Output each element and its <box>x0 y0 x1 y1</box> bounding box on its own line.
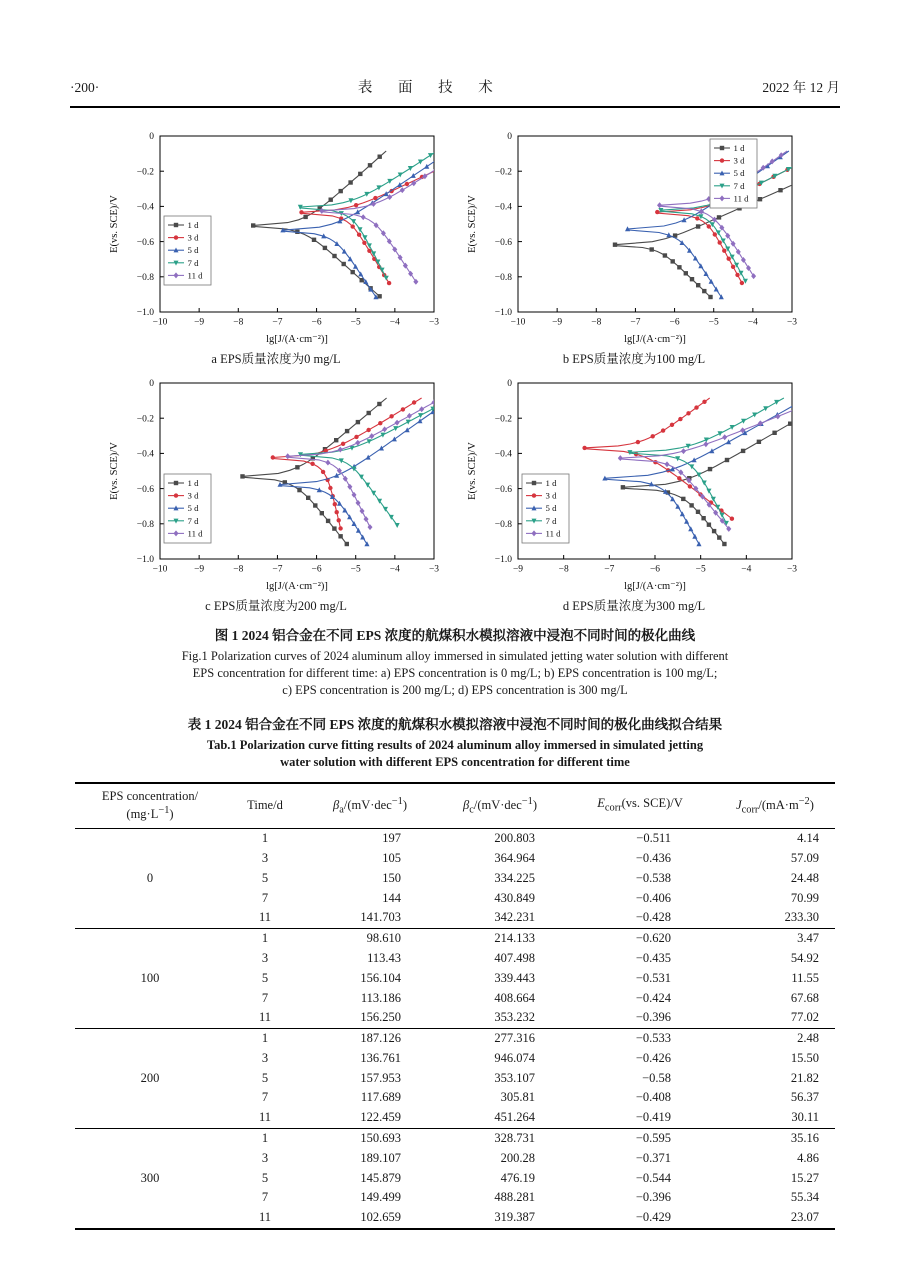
series-group <box>240 398 448 546</box>
svg-text:−9: −9 <box>194 564 205 575</box>
col-header-beta-c: $\beta_c/(mV\cdot dec^{-1})$ <box>462 795 537 816</box>
axes <box>467 379 797 592</box>
table-cell: 57.09 <box>790 851 819 866</box>
table-cell: 11.55 <box>791 970 819 985</box>
table-cell: −0.436 <box>635 851 671 866</box>
table-cell: 3.47 <box>797 931 819 946</box>
table-cell: 5 <box>261 1170 269 1185</box>
svg-text:5 d: 5 d <box>187 245 199 256</box>
series-7d <box>627 398 784 526</box>
table-cell: 4.14 <box>797 831 819 846</box>
eps-group-200 <box>75 1028 835 1128</box>
svg-text:5 d: 5 d <box>187 503 199 514</box>
svg-text:1 d: 1 d <box>187 478 199 488</box>
svg-text:11 d: 11 d <box>733 193 749 204</box>
table-cell: 156.104 <box>360 970 401 985</box>
svg-text:−0.4: −0.4 <box>136 202 154 213</box>
table-cell: 7 <box>261 1190 269 1205</box>
chart-d-caption: d EPS质量浓度为300 mg/L <box>562 599 706 613</box>
svg-text:3 d: 3 d <box>187 232 199 243</box>
table-cell: 305.81 <box>500 1090 535 1105</box>
svg-text:−4: −4 <box>747 317 758 328</box>
table-cell: 156.250 <box>360 1010 401 1025</box>
page-number: ·200· <box>70 80 100 95</box>
svg-text:−3: −3 <box>786 564 798 575</box>
series-3d <box>299 151 448 285</box>
table-cell: 3 <box>261 950 269 965</box>
table-cell: 56.37 <box>790 1090 819 1105</box>
chart-cell-a <box>104 126 448 367</box>
series-1d <box>240 398 386 546</box>
table-cell: 197 <box>382 831 401 846</box>
table-cell: −0.419 <box>635 1110 671 1125</box>
table-cell: 113.186 <box>360 990 401 1005</box>
table-cell: 136.761 <box>360 1050 401 1065</box>
table-cell: 200.803 <box>494 831 535 846</box>
table-cell: 70.99 <box>790 890 819 905</box>
y-axis-label: E(vs. SCE)/V <box>467 195 478 253</box>
svg-text:−9: −9 <box>512 564 524 575</box>
table-cell: 339.443 <box>494 970 535 985</box>
table-cell: 141.703 <box>360 910 401 925</box>
col-header-ecorr: $E_{corr}(vs$. SCE)/V <box>597 796 683 814</box>
svg-text:−0.2: −0.2 <box>494 167 512 178</box>
series-7d <box>298 151 437 281</box>
svg-text:−5: −5 <box>695 564 706 575</box>
x-axis-label: lg[J/(A·cm⁻²)] <box>266 334 328 345</box>
table-cell: −0.533 <box>635 1031 671 1046</box>
svg-text:11 d: 11 d <box>187 270 203 281</box>
svg-text:3 d: 3 d <box>187 490 199 501</box>
table-cell: 149.499 <box>360 1190 401 1205</box>
svg-text:−9: −9 <box>194 317 205 328</box>
table-cell: 407.498 <box>494 950 535 965</box>
table-cell: 214.133 <box>494 931 535 946</box>
svg-text:5 d: 5 d <box>545 503 557 514</box>
table-cell: −0.396 <box>635 1010 671 1025</box>
table-cell: 3 <box>261 1150 269 1165</box>
table-cell: 408.664 <box>494 990 535 1005</box>
table-cell: 15.27 <box>790 1170 819 1185</box>
svg-text:−6: −6 <box>311 317 322 328</box>
series-group <box>613 151 806 299</box>
legend <box>164 216 211 285</box>
svg-text:−3: −3 <box>428 317 440 328</box>
series-5d <box>278 406 442 546</box>
svg-text:−0.2: −0.2 <box>494 414 512 425</box>
svg-text:0: 0 <box>149 132 154 143</box>
table-cell: 11 <box>258 1210 272 1225</box>
x-axis-label: lg[J/(A·cm⁻²)] <box>624 581 686 592</box>
table-cell: −0.406 <box>635 890 671 905</box>
table-cell: 7 <box>261 1090 269 1105</box>
chart-cell-b <box>462 126 806 367</box>
table-cell: 233.30 <box>784 910 819 925</box>
chart-b-caption: b EPS质量浓度为100 mg/L <box>562 352 706 366</box>
eps-concentration-cell: 100 <box>140 970 160 985</box>
table-cell: 113.43 <box>367 950 401 965</box>
table-cell: −0.371 <box>635 1150 671 1165</box>
svg-text:11 d: 11 d <box>187 528 203 539</box>
table-cell: 3 <box>261 1050 269 1065</box>
svg-text:0: 0 <box>507 132 512 143</box>
table-cell: −0.396 <box>635 1190 671 1205</box>
col-header-beta-a: $\beta_a/(mV\cdot dec^{-1})$ <box>332 795 407 816</box>
svg-text:−0.6: −0.6 <box>494 484 512 495</box>
table-cell: 1 <box>261 1031 269 1046</box>
table-cell: 150 <box>382 870 401 885</box>
eps-group-300 <box>75 1128 835 1228</box>
table-cell: 15.50 <box>790 1050 819 1065</box>
svg-text:5 d: 5 d <box>733 168 745 179</box>
table-cell: 342.231 <box>494 910 535 925</box>
table-row <box>75 928 835 948</box>
col-header-time: Time/d <box>247 797 283 812</box>
table-cell: −0.424 <box>635 990 671 1005</box>
svg-text:−0.8: −0.8 <box>494 520 512 530</box>
series-11d <box>618 398 806 532</box>
svg-text:7 d: 7 d <box>733 180 745 191</box>
chart-c-caption: c EPS质量浓度为200 mg/L <box>205 599 347 613</box>
table-cell: 144 <box>382 890 401 905</box>
svg-text:0: 0 <box>149 379 154 390</box>
table-cell: 476.19 <box>500 1170 535 1185</box>
svg-text:−1.0: −1.0 <box>494 555 512 566</box>
axes <box>109 132 439 345</box>
table-cell: 11 <box>258 1110 272 1125</box>
svg-text:−3: −3 <box>428 564 440 575</box>
table-cell: 5 <box>261 1070 269 1085</box>
svg-text:3 d: 3 d <box>545 490 557 501</box>
table-cell: 364.964 <box>494 851 535 866</box>
series-5d <box>280 152 448 300</box>
svg-text:−0.6: −0.6 <box>494 237 512 248</box>
table-cell: 451.264 <box>494 1110 535 1125</box>
svg-text:−10: −10 <box>510 317 526 328</box>
figure-caption-en-line3: c) EPS concentration is 200 mg/L; d) EPS concentration is 300 mg/L <box>282 683 628 698</box>
issue-date: 2022 年 12 月 <box>762 80 840 95</box>
table-cell: 3 <box>261 851 269 866</box>
svg-text:−8: −8 <box>233 317 244 328</box>
table-cell: 145.879 <box>360 1170 401 1185</box>
svg-text:−10: −10 <box>152 317 168 328</box>
svg-text:−4: −4 <box>389 317 400 328</box>
svg-text:1 d: 1 d <box>187 220 199 230</box>
svg-text:−0.8: −0.8 <box>136 273 154 283</box>
series-group <box>582 398 806 546</box>
svg-text:1 d: 1 d <box>545 478 557 488</box>
table-cell: −0.435 <box>635 950 671 965</box>
svg-text:−8: −8 <box>558 564 569 575</box>
figure-caption-zh: 图 1 2024 铝合金在不同 EPS 浓度的航煤积水模拟溶液中浸泡不同时间的极化曲线 <box>214 628 696 643</box>
table-cell: 117.689 <box>360 1090 401 1105</box>
table-cell: 189.107 <box>360 1150 401 1165</box>
table-cell: 55.34 <box>790 1190 819 1205</box>
svg-text:−6: −6 <box>649 564 661 575</box>
table-cell: 1 <box>261 831 269 846</box>
svg-text:−5: −5 <box>350 317 361 328</box>
table-cell: −0.511 <box>636 831 671 846</box>
figure-1 <box>70 126 840 614</box>
table-cell: 157.953 <box>360 1070 401 1085</box>
polarization-chart-b <box>462 126 806 348</box>
svg-text:1 d: 1 d <box>733 143 745 153</box>
table-caption-en-line1: Tab.1 Polarization curve fitting results of 2024 aluminum alloy immersed in simulated jetting <box>206 738 704 752</box>
series-1d <box>251 151 386 299</box>
svg-text:7 d: 7 d <box>187 257 199 268</box>
table-cell: −0.538 <box>635 870 671 885</box>
y-axis-label: E(vs. SCE)/V <box>109 195 120 253</box>
table-cell: 102.659 <box>360 1210 401 1225</box>
col-header-jcorr: $J_{corr}/(mA\cdot m^{-2})$ <box>736 795 814 816</box>
table-cell: 21.82 <box>790 1070 819 1085</box>
table-cell: −0.58 <box>642 1070 671 1085</box>
table-cell: 11 <box>258 910 272 925</box>
svg-text:−8: −8 <box>591 317 602 328</box>
table-row <box>75 1028 835 1048</box>
table-cell: 23.07 <box>790 1210 819 1225</box>
svg-text:−7: −7 <box>272 564 283 575</box>
table-cell: −0.620 <box>635 931 671 946</box>
table-cell: 7 <box>261 890 269 905</box>
svg-text:−0.8: −0.8 <box>136 520 154 530</box>
table-cell: 11 <box>258 1010 272 1025</box>
legend <box>522 474 569 543</box>
svg-text:−0.4: −0.4 <box>494 449 512 460</box>
table-header-row <box>75 783 835 829</box>
x-axis-label: lg[J/(A·cm⁻²)] <box>266 581 328 592</box>
table-caption-zh: 表 1 2024 铝合金在不同 EPS 浓度的航煤积水模拟溶液中浸泡不同时间的极化曲线拟合结果 <box>187 717 723 733</box>
svg-text:−0.6: −0.6 <box>136 237 154 248</box>
table-cell: 328.731 <box>494 1131 535 1146</box>
table-cell: 4.86 <box>797 1150 819 1165</box>
svg-text:3 d: 3 d <box>733 155 745 166</box>
svg-text:−7: −7 <box>630 317 641 328</box>
table-cell: 334.225 <box>494 870 535 885</box>
table-cell: −0.426 <box>635 1050 671 1065</box>
table-cell: −0.408 <box>635 1090 671 1105</box>
eps-concentration-cell: 300 <box>140 1170 160 1185</box>
table-cell: 187.126 <box>360 1031 401 1046</box>
table-cell: 67.68 <box>790 990 819 1005</box>
table-cell: −0.544 <box>635 1170 671 1185</box>
table-row <box>75 828 835 848</box>
table-cell: −0.429 <box>635 1210 671 1225</box>
svg-text:−1.0: −1.0 <box>136 308 154 319</box>
legend <box>164 474 211 543</box>
table-header <box>75 783 835 829</box>
table-cell: 5 <box>261 970 269 985</box>
svg-text:7 d: 7 d <box>545 515 557 526</box>
svg-text:−10: −10 <box>152 564 168 575</box>
eps-concentration-cell: 200 <box>140 1070 160 1085</box>
table-cell: 946.074 <box>494 1050 535 1065</box>
table-cell: 77.02 <box>790 1010 819 1025</box>
journal-title: 表 面 技 术 <box>357 80 504 96</box>
x-axis-label: lg[J/(A·cm⁻²)] <box>624 334 686 345</box>
svg-text:−1.0: −1.0 <box>136 555 154 566</box>
table-cell: 98.610 <box>366 931 401 946</box>
svg-text:11 d: 11 d <box>545 528 561 539</box>
figure-caption-en-line2: EPS concentration for different time: a) EPS concentration is 0 mg/L; b) EPS concentration is 100 mg/L; <box>192 665 718 680</box>
col-header-eps-concentration: EPS concentration/ $(mg\cdot L^{-1})$ <box>101 788 199 822</box>
table-cell: −0.595 <box>635 1131 671 1146</box>
table-cell: 488.281 <box>494 1190 535 1205</box>
legend <box>710 139 757 208</box>
svg-text:−6: −6 <box>311 564 322 575</box>
eps-group-0 <box>75 828 835 928</box>
svg-text:−5: −5 <box>708 317 719 328</box>
table-cell: 105 <box>382 851 401 866</box>
polarization-chart-c <box>104 373 448 595</box>
svg-text:−8: −8 <box>233 564 244 575</box>
chart-cell-c <box>104 373 448 614</box>
series-1d <box>621 409 806 547</box>
eps-group-100 <box>75 928 835 1028</box>
table-cell: 7 <box>261 990 269 1005</box>
table-cell: 24.48 <box>790 870 819 885</box>
table-cell: 30.11 <box>791 1110 819 1125</box>
y-axis-label: E(vs. SCE)/V <box>109 442 120 500</box>
axes <box>109 379 439 592</box>
figure-caption-en-line1: Fig.1 Polarization curves of 2024 aluminum alloy immersed in simulated jetting water solution with different <box>181 648 729 663</box>
y-axis-label: E(vs. SCE)/V <box>467 442 478 500</box>
polarization-chart-d <box>462 373 806 595</box>
table-cell: 1 <box>261 1131 269 1146</box>
svg-text:7 d: 7 d <box>187 515 199 526</box>
table-cell: −0.531 <box>635 970 671 985</box>
table-cell: 319.387 <box>494 1210 535 1225</box>
svg-text:−0.2: −0.2 <box>136 167 154 178</box>
svg-text:−1.0: −1.0 <box>494 308 512 319</box>
svg-text:−9: −9 <box>552 317 563 328</box>
svg-text:−0.8: −0.8 <box>494 273 512 283</box>
table-cell: 5 <box>261 870 269 885</box>
table-cell: 353.107 <box>494 1070 535 1085</box>
table-caption <box>70 716 840 771</box>
series-group <box>251 151 448 299</box>
svg-text:−0.4: −0.4 <box>494 202 512 213</box>
table-cell: 2.48 <box>797 1031 819 1046</box>
table-cell: 1 <box>261 931 269 946</box>
svg-text:−4: −4 <box>389 564 400 575</box>
table-cell: −0.428 <box>635 910 671 925</box>
table-cell: 200.28 <box>500 1150 535 1165</box>
svg-text:−4: −4 <box>741 564 752 575</box>
eps-concentration-cell: 0 <box>146 870 154 885</box>
svg-text:−0.6: −0.6 <box>136 484 154 495</box>
page-header <box>70 76 840 108</box>
svg-text:−0.2: −0.2 <box>136 414 154 425</box>
table-cell: 122.459 <box>360 1110 401 1125</box>
chart-a-caption: a EPS质量浓度为0 mg/L <box>211 352 341 366</box>
table-row <box>75 1128 835 1148</box>
svg-text:−7: −7 <box>604 564 615 575</box>
table-caption-en-line2: water solution with different EPS concentration for different time <box>280 755 630 770</box>
svg-text:−5: −5 <box>350 564 361 575</box>
series-3d <box>582 398 734 521</box>
fitting-results-table <box>75 782 835 1230</box>
polarization-chart-a <box>104 126 448 348</box>
svg-text:−0.4: −0.4 <box>136 449 154 460</box>
chart-cell-d <box>462 373 806 614</box>
figure-caption <box>70 627 840 699</box>
table-cell: 277.316 <box>494 1031 535 1046</box>
table-cell: 54.92 <box>790 950 819 965</box>
svg-text:−3: −3 <box>786 317 798 328</box>
svg-text:0: 0 <box>507 379 512 390</box>
svg-text:−7: −7 <box>272 317 283 328</box>
table-cell: 150.693 <box>360 1131 401 1146</box>
table-cell: 353.232 <box>494 1010 535 1025</box>
svg-text:−6: −6 <box>669 317 680 328</box>
table-cell: 35.16 <box>790 1131 819 1146</box>
table-cell: 430.849 <box>494 890 535 905</box>
